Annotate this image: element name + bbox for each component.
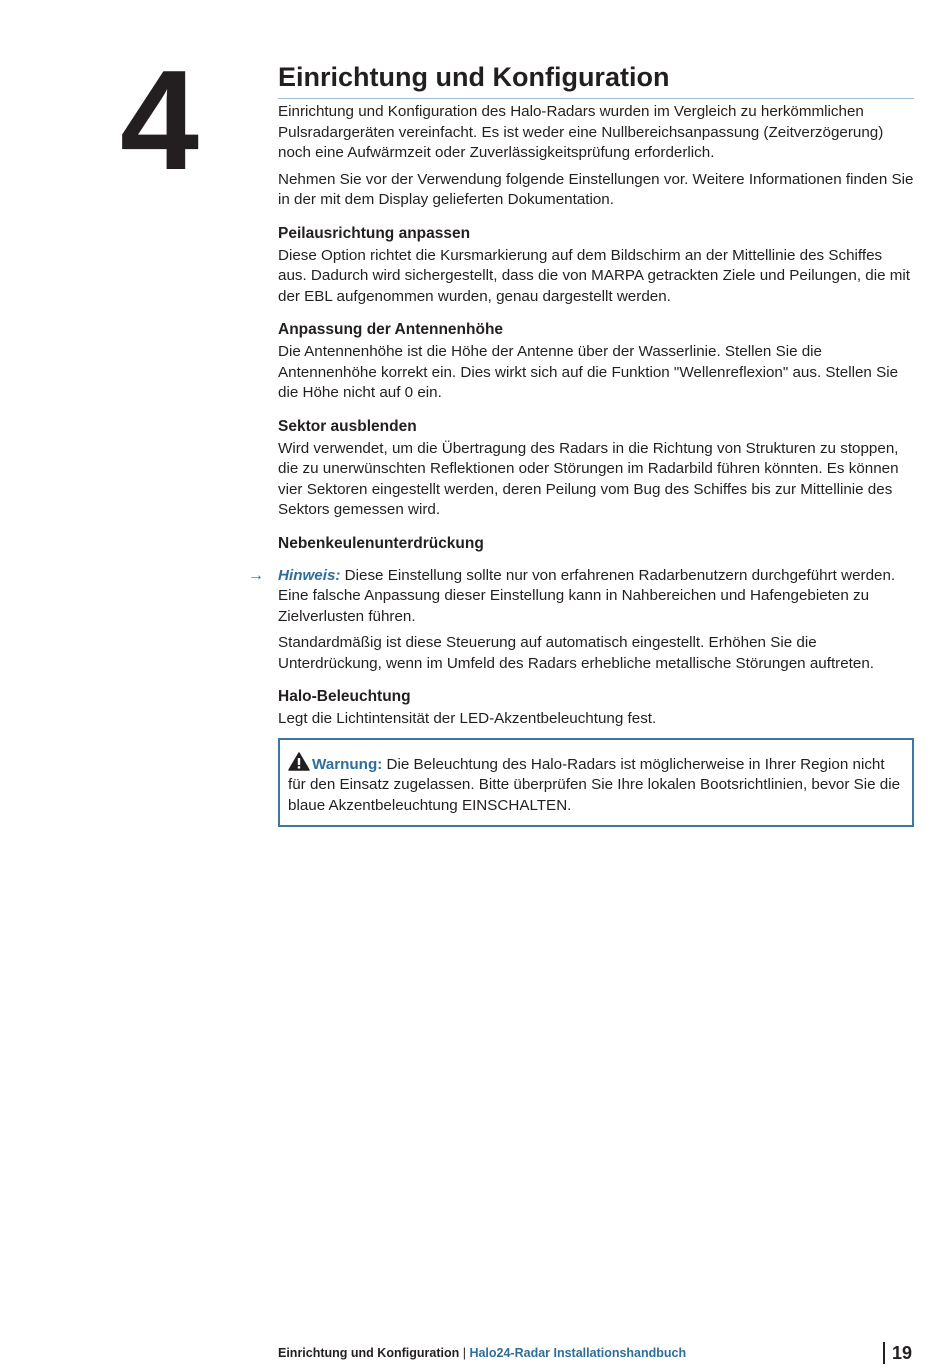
warning-triangle-icon: [288, 752, 310, 771]
chapter-title: Einrichtung und Konfiguration: [278, 60, 914, 99]
section-sektor-ausblenden: [278, 417, 914, 521]
footer-chapter: Einrichtung und Konfiguration: [278, 1346, 460, 1360]
note-text: Diese Einstellung sollte nur von erfahrenen Radarbenutzern durchgeführt werden. Eine falsche Anpassung dieser Einstellung kann in Nahbereichen und Hafengebieten zu Zielverlusten führen.: [278, 566, 896, 625]
intro: [278, 102, 914, 211]
warning-label: Warnung:: [312, 755, 383, 773]
chapter-number: 4: [120, 41, 195, 200]
warning-box: [278, 738, 914, 828]
section-text: Wird verwendet, um die Übertragung des Radars in die Richtung von Strukturen zu stoppen, die zu unerwünschten Reflektionen oder Störungen im Radarbild führen könnten. Es können vier Sektoren eingestellt werden, deren Peilung vom Bug des Schiffes bis zur Mittellinie des Sektors gemessen wird.: [278, 439, 899, 518]
section-text: Diese Option richtet die Kursmarkierung auf dem Bildschirm an der Mittellinie des Schiffes aus. Dadurch wird sichergestellt, dass die von MARPA getrackten Ziele und Peilungen, die mit der EBL aufgenommen wurden, genau dargestellt werden.: [278, 246, 911, 305]
section-text: Legt die Lichtintensität der LED-Akzentbeleuchtung fest.: [278, 710, 657, 727]
note-label: Hinweis:: [278, 566, 341, 584]
page-footer: [278, 1345, 686, 1361]
section-heading: Anpassung der Antennenhöhe: [278, 321, 504, 338]
section-peilausrichtung: [278, 224, 914, 308]
note: [248, 566, 914, 628]
section-heading: Peilausrichtung anpassen: [278, 224, 471, 242]
page-number: 19: [883, 1342, 912, 1364]
section-halo-beleuchtung: [278, 687, 914, 827]
arrow-right-icon: →: [248, 566, 264, 584]
section-heading: Sektor ausblenden: [278, 417, 417, 435]
footer-manual-title: Halo24-Radar Installationshandbuch: [469, 1346, 687, 1360]
footer-separator: |: [459, 1346, 470, 1360]
section-nebenkeulen: [248, 534, 914, 675]
page-content: [248, 60, 914, 827]
section-text: Die Antennenhöhe ist die Höhe der Antenne über der Wasserlinie. Stellen Sie die Antennenhöhe korrekt ein. Dies wirkt sich auf die Funktion "Wellenreflexion" aus. Stellen Sie die Höhe nicht auf 0 ein.: [278, 343, 899, 401]
section-text: Standardmäßig ist diese Steuerung auf automatisch eingestellt. Erhöhen Sie die Unterdrückung, wenn im Umfeld des Radars erhebliche metallische Störungen auftreten.: [278, 634, 874, 672]
section-antennenhoehe: [278, 320, 914, 404]
section-heading: Halo-Beleuchtung: [278, 688, 411, 705]
intro-paragraph: Nehmen Sie vor der Verwendung folgende Einstellungen vor. Weitere Informationen finden Sie in der mit dem Display gelieferten Dokumentation.: [278, 170, 914, 208]
warning-text: Die Beleuchtung des Halo-Radars ist möglicherweise in Ihrer Region nicht für den Einsatz zugelassen. Bitte überprüfen Sie Ihre lokalen Bootsrichtlinien, bevor Sie die blaue Akzentbeleuchtung EINSCHALTEN.: [288, 755, 901, 814]
section-heading: Nebenkeulenunterdrückung: [278, 534, 484, 552]
intro-paragraph: Einrichtung und Konfiguration des Halo-Radars wurden im Vergleich zu herkömmlichen Pulsradargeräten vereinfacht. Es ist weder eine Nullbereichsanpassung (Zeitverzögerung) noch eine Aufwärmzeit oder Zuverlässigkeitsprüfung erforderlich.: [278, 103, 884, 161]
